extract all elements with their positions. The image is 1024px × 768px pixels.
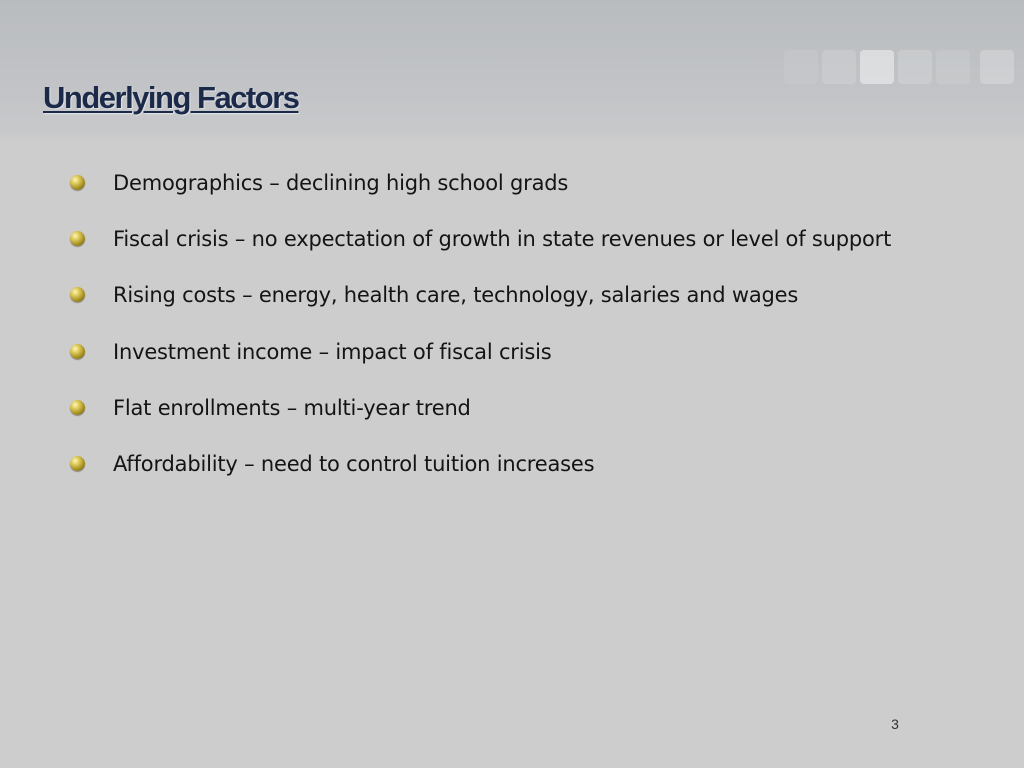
gold-sphere-bullet-icon: [70, 344, 85, 359]
bullet-item: [70, 337, 891, 393]
gold-sphere-bullet-icon: [70, 231, 85, 246]
bullet-item: [70, 449, 891, 505]
bullet-text: Fiscal crisis – no expectation of growth in state revenues or level of support: [113, 227, 892, 252]
header-band-shadow: [0, 132, 1024, 144]
bullet-text: Investment income – impact of fiscal crisis: [113, 339, 552, 364]
bullet-item: [70, 168, 891, 224]
slide-title: Underlying Factors: [43, 80, 299, 115]
decorative-square: [936, 50, 970, 84]
decorative-square: [980, 50, 1014, 84]
bullet-text: Demographics – declining high school grads: [113, 171, 569, 195]
decorative-square: [822, 50, 856, 84]
bullet-item: [70, 224, 891, 280]
header-decorative-squares: [764, 50, 1024, 84]
page-number: 3: [891, 716, 899, 732]
bullet-text: Affordability – need to control tuition increases: [113, 451, 595, 476]
decorative-square: [898, 50, 932, 84]
bullet-item: [70, 393, 891, 449]
decorative-square: [784, 50, 818, 84]
gold-sphere-bullet-icon: [70, 456, 85, 471]
gold-sphere-bullet-icon: [70, 175, 85, 190]
bullet-item: [70, 280, 891, 336]
gold-sphere-bullet-icon: [70, 400, 85, 415]
gold-sphere-bullet-icon: [70, 287, 85, 302]
bullet-text: Rising costs – energy, health care, technology, salaries and wages: [113, 283, 799, 308]
bullet-list: [70, 168, 891, 505]
bullet-text: Flat enrollments – multi-year trend: [113, 395, 471, 420]
decorative-square: [860, 50, 894, 84]
